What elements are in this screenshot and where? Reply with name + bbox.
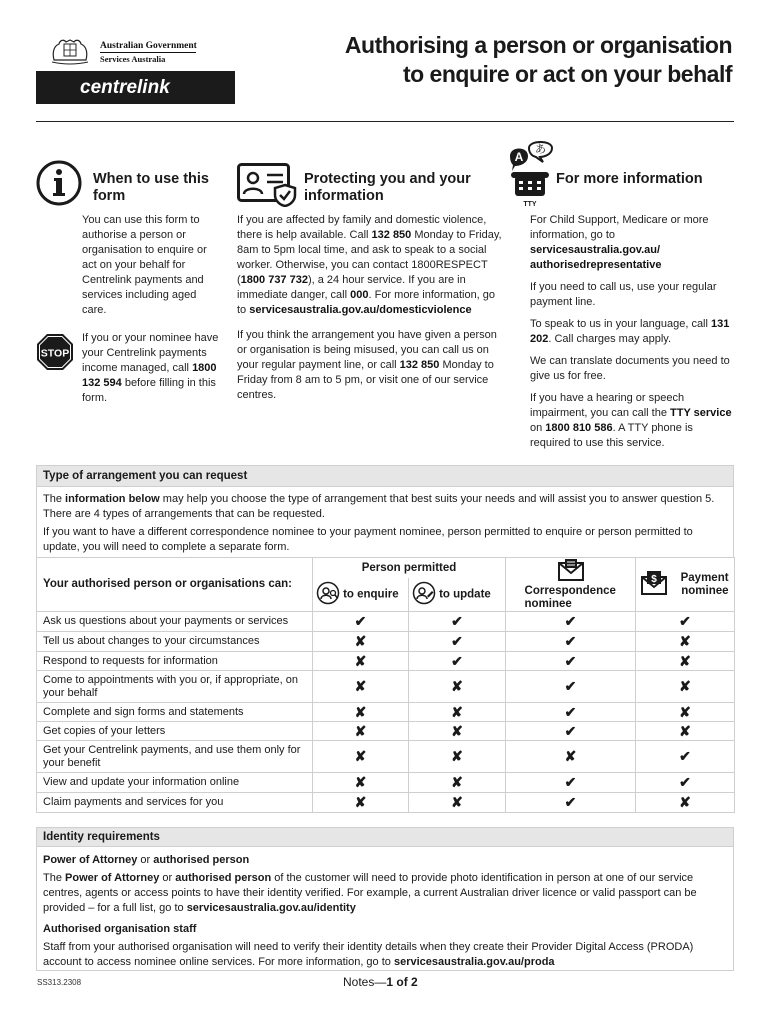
- form-title-line2: to enquire or act on your behalf: [402, 61, 732, 87]
- table-row: [37, 612, 735, 632]
- update-header: to update: [409, 578, 506, 611]
- page-indicator: Notes—1 of 2: [343, 975, 418, 989]
- permission-mark: ✘: [313, 722, 409, 741]
- domestic-violence-link[interactable]: servicesaustralia.gov.au/domesticviolence: [249, 304, 472, 316]
- identity-section-heading: Identity requirements: [36, 827, 734, 847]
- capability-label: Come to appointments with you or, if appropriate, on your behalf: [37, 671, 313, 703]
- capability-label: Ask us questions about your payments or services: [37, 612, 313, 632]
- permission-mark: ✘: [409, 671, 506, 703]
- permission-mark: ✔: [313, 612, 409, 632]
- when-text: You can use this form to authorise a person or organisation to enquire or act on your behalf for Centrelink payments and services including aged care.: [82, 214, 207, 316]
- protect-heading: Protecting you and your information: [304, 171, 471, 204]
- person-permitted-header: Person permitted: [313, 558, 506, 579]
- permission-mark: ✔: [506, 703, 636, 722]
- government-name: Australian Government: [100, 41, 197, 51]
- table-row: [37, 632, 735, 652]
- when-heading: When to use this form: [93, 171, 209, 204]
- capability-label: Claim payments and services for you: [37, 793, 313, 813]
- coat-of-arms-logo: [48, 36, 92, 66]
- arrangement-section-heading: Type of arrangement you can request: [36, 465, 734, 487]
- permission-mark: ✔: [506, 612, 636, 632]
- capability-label: View and update your information online: [37, 773, 313, 793]
- proda-link[interactable]: servicesaustralia.gov.au/proda: [393, 956, 555, 968]
- svg-text:A: A: [514, 150, 524, 164]
- table-row: [37, 793, 735, 813]
- permission-mark: ✘: [313, 652, 409, 671]
- permission-mark: ✔: [506, 722, 636, 741]
- correspondence-nominee-header: Correspondence nominee: [506, 558, 636, 612]
- identity-requirements: Power of Attorney or authorised person The Power of Attorney or authorised person of the customer will need to provide photo identification in person at one of our service centres, agents or access points to have their identity verified. For example, a current Australian driver licence or valid passport can be provided – for a full list, go to servicesaustralia.gov.au/identity Authorised organisation staff Staff from your authorised organisation will need to verify their identity details when they create their Provider Digital Access (PRODA) account to access nominee online services. For more information, go to servicesaustralia.gov.au/proda: [36, 847, 734, 971]
- permission-mark: ✘: [409, 741, 506, 773]
- payment-nominee-header: $ Payment nominee: [636, 558, 735, 612]
- table-row: [37, 773, 735, 793]
- permission-mark: ✔: [636, 612, 735, 632]
- arrangement-table: [36, 557, 735, 813]
- power-of-attorney-subheading: Power of Attorney or authorised person: [43, 854, 250, 866]
- agency-name: Services Australia: [100, 54, 166, 64]
- svg-text:$: $: [651, 574, 658, 585]
- permission-mark: ✘: [409, 703, 506, 722]
- permission-mark: ✔: [409, 632, 506, 652]
- permission-mark: ✔: [506, 671, 636, 703]
- permission-mark: ✘: [313, 703, 409, 722]
- table-row: [37, 722, 735, 741]
- permission-mark: ✘: [636, 722, 735, 741]
- permission-mark: ✘: [313, 793, 409, 813]
- permission-mark: ✘: [313, 741, 409, 773]
- permission-mark: ✔: [506, 793, 636, 813]
- permission-mark: ✘: [636, 671, 735, 703]
- stop-sign-icon: [36, 333, 74, 376]
- more-info-heading: For more information: [556, 171, 703, 187]
- capability-label: Complete and sign forms and statements: [37, 703, 313, 722]
- more-info-text: For Child Support, Medicare or more information, go to servicesaustralia.gov.au/ authorisedrepresentative If you need to call us, use your regular payment line. To speak to us in your language, call 131 202. Call charges may apply. We can translate documents you need to give us for free. If you have a hearing or speech impairment, you can call the TTY service on 1800 810 586. A TTY phone is required to use this service.: [530, 214, 732, 449]
- table-row: [37, 703, 735, 722]
- tty-label: TTY: [523, 201, 537, 208]
- centrelink-brand-bar: centrelink: [36, 71, 235, 104]
- permission-mark: ✘: [636, 793, 735, 813]
- id-card-shield-icon: [237, 163, 297, 212]
- form-code: SS313.2308: [37, 978, 82, 987]
- header-divider: [36, 121, 734, 122]
- language-phone-icon: [507, 138, 555, 215]
- permission-mark: ✔: [409, 652, 506, 671]
- permission-mark: ✘: [409, 793, 506, 813]
- stop-label: STOP: [40, 347, 70, 360]
- envelope-icon: [558, 558, 584, 585]
- table-row: [37, 741, 735, 773]
- permission-mark: ✘: [313, 632, 409, 652]
- permission-mark: ✔: [636, 773, 735, 793]
- table-row: [37, 671, 735, 703]
- person-search-icon: [316, 581, 340, 608]
- payment-envelope-icon: [641, 570, 667, 599]
- permission-mark: ✘: [409, 722, 506, 741]
- table-row: [37, 652, 735, 671]
- row-header: Your authorised person or organisations can:: [37, 558, 313, 612]
- permission-mark: ✘: [636, 632, 735, 652]
- permission-mark: ✘: [409, 773, 506, 793]
- form-title-line1: Authorising a person or organisation: [344, 32, 732, 58]
- identity-link[interactable]: servicesaustralia.gov.au/identity: [186, 902, 356, 914]
- organisation-staff-subheading: Authorised organisation staff: [43, 923, 197, 935]
- capability-label: Get copies of your letters: [37, 722, 313, 741]
- permission-mark: ✘: [313, 671, 409, 703]
- capability-label: Tell us about changes to your circumstances: [37, 632, 313, 652]
- arrangement-intro: The information below may help you choose the type of arrangement that best suits your needs and will assist you to answer question 5. There are 4 types of arrangements that can be requested. If you want to have a different correspondence nominee to your payment nominee, person permitted to enquire or person permitted to update, you will need to complete a separate form.: [36, 487, 734, 557]
- person-edit-icon: [412, 581, 436, 608]
- permission-mark: ✘: [636, 703, 735, 722]
- protect-text: If you are affected by family and domestic violence, there is help available. Call 132 850 Monday to Friday, 8am to 5pm local time, and ask to speak to a social worker. Otherwise, you can contact 1800RESPECT (1800 737 732), a 24 hour service. If you are in immediate danger, call 000. For more information, go to servicesaustralia.gov.au/domesticviolence If you think the arrangement you have given a person or organisation is being misused, you can call us on your regular payment line, or call 132 850 Monday to Friday from 8 am to 5 pm, or visit one of our service centres.: [237, 214, 502, 401]
- authorised-rep-link[interactable]: servicesaustralia.gov.au/ authorisedrepresentative: [530, 244, 662, 271]
- stop-text: If you or your nominee have your Centrelink payments income managed, call 1800 132 594 before filling in this form.: [82, 332, 219, 404]
- permission-mark: ✔: [506, 632, 636, 652]
- income-management-phone: 1800 132 594: [82, 362, 217, 389]
- capability-label: Respond to requests for information: [37, 652, 313, 671]
- permission-mark: ✔: [506, 773, 636, 793]
- capability-label: Get your Centrelink payments, and use them only for your benefit: [37, 741, 313, 773]
- permission-mark: ✔: [506, 652, 636, 671]
- svg-text:あ: あ: [535, 142, 546, 156]
- divider: [100, 52, 196, 53]
- permission-mark: ✘: [313, 773, 409, 793]
- enquire-header: to enquire: [313, 578, 409, 611]
- permission-mark: ✘: [636, 652, 735, 671]
- permission-mark: ✔: [409, 612, 506, 632]
- permission-mark: ✔: [636, 741, 735, 773]
- info-icon: [36, 160, 82, 211]
- permission-mark: ✘: [506, 741, 636, 773]
